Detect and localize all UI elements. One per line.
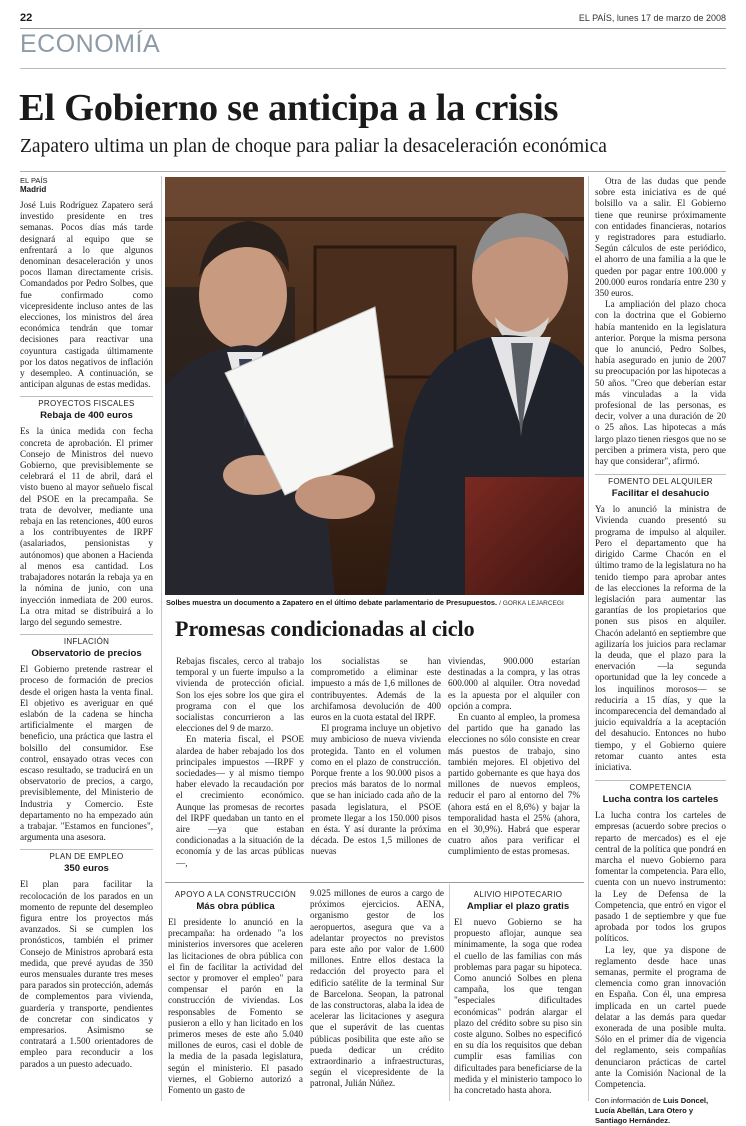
- plan-empleo-text: [20, 879, 153, 1069]
- apoyo-paragraph-2: 9.025 millones de euros a cargo de próximos ejercicios. AENA, organismo gestor de los aeropuertos, asegura que va a adelantar proyectos no previstos para este año por valor de 1.600 millones. Entre ellos destaca la redacción del proyecto para el edificio satélite de la terminal Sur de Barcelona. Seopan, la patronal de las constructoras, alaba la idea de acelerar las licitaciones y asegura que el superávit de las cuentas públicas posibilita que este año se pueda dedicar un crédito extraordinario a infraestructuras, según el vicepresidente de la patronal, Julián Núñez.: [310, 888, 444, 1089]
- promesas-c2-p2: El programa incluye un objetivo muy ambicioso de nueva vivienda protegida. Tanto en el volumen como en el plazo de construcción. Porque frente a los 90.000 pisos a precios más baratos de lo normal que se han iniciado cada año de la pasada legislatura, el PSOE promete llegar a los 150.000 pisos en ésta. Y así durante la próxima década. De estos 1,5 millones de nuevas: [311, 723, 441, 857]
- promesas-c1-p1: Rebajas fiscales, cerco al trabajo temporal y un fuerte impulso a la vivienda de protección oficial. Son los ejes sobre los que gira el programa con el que los socialistas concurrieron a las elecciones del 9 de marzo.: [176, 656, 304, 734]
- apoyo-block: [168, 888, 303, 1096]
- fomento-alquiler-text: [595, 504, 726, 773]
- photo-credit: / GORKA LEJARCEGI: [499, 600, 564, 607]
- publication-date: EL PAÍS, lunes 17 de marzo de 2008: [578, 13, 726, 23]
- kicker-proyectos-fiscales: PROYECTOS FISCALES: [20, 396, 153, 408]
- promesas-c3-p1: viviendas, 900.000 estarían destinadas a la compra, y las otras 600.000 al alquiler. Otra novedad es la apuesta por el alquiler con opción a compra.: [448, 656, 580, 711]
- lower-divider: [449, 884, 450, 1101]
- apoyo-col-2: [310, 888, 444, 1090]
- right-column: [595, 176, 726, 1126]
- competencia-p2: La ley, que ya dispone de reglamento desde hace unas semanas, permite el programa de clemencia como gran innovación en España. Con él, una empresa implicada en un cartel puede delatar a las demás para quedar exonerada de una posible multa. Sólo en el primer día de vigencia del reglamento, seis compañías denunciaron prácticas de cartel ante la Comisión Nacional de la Competencia.: [595, 944, 726, 1090]
- photo-caption: [166, 598, 586, 607]
- byline-source: EL PAÍS: [20, 176, 48, 185]
- section-rule: [20, 68, 726, 69]
- alivio-block: [454, 888, 582, 1096]
- plan-empleo-paragraph: El plan para facilitar la recolocación de los parados en un momento de repunte del desempleo figura entre los proyectos más avanzados. Si se cumplen los pronósticos, también el primer Consejo de Ministros aprobará esta medida, que prevé ayudas de 350 euros mensuales durante tres meses para parados sin protección, además de complementos para vivienda, guardería y transporte, pendientes de concretar con sindicatos y empresarios. Asimismo se contratará a 1.500 orientadores de empleo para reconducir a los parados a un puesto adecuado.: [20, 879, 153, 1069]
- promesas-col-1: [176, 656, 304, 869]
- kicker-competencia: COMPETENCIA: [595, 780, 726, 792]
- lower-section-rule: [165, 882, 584, 883]
- subhead-350-euros: 350 euros: [64, 863, 109, 875]
- competencia-p1: La lucha contra los carteles de empresas (acuerdo sobre precios o reparto de mercados) es el eje central de la política que pondrá en marcha el nuevo Gobierno para fomentar la competencia. Para ello, cuenta con un nuevo instrumento: la Ley de Defensa de la Competencia, que entró en vigor el pasado 1 de septiembre y que fue aprobada por todos los grupos políticos.: [595, 810, 726, 944]
- alivio-continuation-p1: Otra de las dudas que pende sobre esta iniciativa es de qué bolsillo va a salir. El Gobierno tiene que reunirse próximamente con entidades financieras, notarios y registradores para estudiarlo. Según cálculos de este periódico, el ahorro de una familia a la que le queden por pagar entre 100.000 y 200.000 euros rondaría entre 230 y 350 euros.: [595, 176, 726, 299]
- fomento-alquiler-paragraph: Ya lo anunció la ministra de Vivienda cuando presentó su programa de impulso al alquiler. Pero el departamento que ha dirigido Carme Chacón en el último tramo de la legislatura no ha tenido tiempo para aprobar antes de las elecciones la reforma de la legislación para aumentar las garantías de los propietarios que ponen sus pisos en alquiler. Chacón adelantó en septiembre que agilizaría los juicios para reclamar la deuda, que el plazo para la enervación —la segunda oportunidad que la ley concede a los inquilinos morosos— se reduciría a 15 días, y que la incomparecencia del demandado al juicio equivaldría a la aceptación del desahucio. Entonces no hubo tiempo, y el Gobierno quiere retomar cuanto antes esta iniciativa.: [595, 504, 726, 772]
- promesas-c2-p1: los socialistas se han comprometido a eliminar este impuesto a más de 1,6 millones de contribuyentes. Además de la archifamosa devolución de 400 euros en la cuota estatal del IRPF.: [311, 656, 441, 723]
- credits: [595, 1096, 726, 1126]
- kicker-plan-empleo: PLAN DE EMPLEO: [20, 849, 153, 861]
- promesas-headline: Promesas condicionadas al ciclo: [175, 616, 475, 641]
- apoyo-text: [168, 917, 303, 1096]
- kicker-apoyo-construccion: APOYO A LA CONSTRUCCIÓN: [174, 890, 297, 899]
- alivio-continuation: [595, 176, 726, 467]
- photo-credit-name: GORKA LEJARCEGI: [502, 600, 564, 607]
- column-divider-left: [161, 176, 162, 1101]
- subhead-carteles: Lucha contra los carteles: [602, 794, 719, 806]
- intro-text: [20, 200, 153, 390]
- news-photo: [165, 177, 584, 595]
- alivio-continuation-p2: La ampliación del plazo choca con la doctrina que el Gobierno había mantenido en la legislatura anterior. Porque la misma persona que lo anunció, Pedro Solbes, había asegurado en junio de 2007 su preocupación por las hipotecas a 50 años. "Creo que deberían estar más vinculadas a la vida profesional de las personas, es decir, volver a una duración de 20 o 25 años. Las hipotecas a más largo plazo tienen riesgos que no se perciben a primera vista, pero que hay que considerar", afirmó.: [595, 299, 726, 467]
- photo-caption-text: Solbes muestra un documento a Zapatero en el último debate parlamentario de Presupuestos.: [166, 598, 498, 607]
- header-rule: [20, 28, 726, 29]
- left-column: [20, 176, 153, 1070]
- headline: El Gobierno se anticipa a la crisis: [19, 87, 559, 129]
- credits-prefix: Con información de: [595, 1096, 661, 1106]
- competencia-text: [595, 810, 726, 1090]
- intro-paragraph: José Luis Rodríguez Zapatero será investido presidente en tres semanas. Pocos días más tarde designará al equipo que se enfrentará a lo que algunos denominan desaceleración y unos pocos llaman directamente crisis. Comandados por Pedro Solbes, que fue confirmado como vicepresidente incluso antes de las elecciones, los ministros del área económica tendrán que tomar decisiones para reactivar una coyuntura castigada últimamente por los datos negativos de inflación y desempleo. A continuación, se anticipan algunas de estas medidas.: [20, 200, 153, 390]
- credits-names: Luis Doncel, Lucía Abellán, Lara Otero y Santiago Hernández.: [595, 1096, 709, 1126]
- subhead-obra-publica: Más obra pública: [196, 901, 275, 912]
- apoyo-paragraph: El presidente lo anunció en la precampaña: ha ordenado "a los ministerios inversores que aceleren las licitaciones de obra pública con el fin de facilitar la actividad del sector y promover el empleo" para compensar el parón en la construcción de viviendas. Los responsables de Fomento se pusieron a ello y han licitado en los primeros meses de este año 5.040 millones de euros, casi el doble de la media de la pasada legislatura, según el ministerio. El pasado viernes, el Gobierno autorizó a Fomento un gasto de: [168, 917, 303, 1096]
- subhead-ampliar-plazo: Ampliar el plazo gratis: [466, 901, 570, 912]
- deck-rule: [20, 171, 726, 172]
- promesas-c3-p2: En cuanto al empleo, la promesa del partido que ha ganado las elecciones no sólo consiste en crear más puestos de trabajo, sino también mejores. El objetivo del partido gobernante es que haya dos millones de nuevos empleos, reducir el paro al entorno del 7% (ahora está en el 8,6%) y bajar la temporalidad hasta el 25% (ahora, en el 30,9%). Habrá que esperar cuatro años para verificar el cumplimiento de estas promesas.: [448, 712, 580, 857]
- byline-city: Madrid: [20, 185, 47, 194]
- kicker-fomento-alquiler: FOMENTO DEL ALQUILER: [595, 474, 726, 486]
- promesas-col-2: [311, 656, 441, 858]
- kicker-alivio-hipotecario: ALIVIO HIPOTECARIO: [473, 890, 563, 899]
- subhead-observatorio: Observatorio de precios: [31, 648, 142, 660]
- subhead-desahucio: Facilitar el desahucio: [611, 488, 710, 500]
- photo-illustration: [165, 177, 584, 595]
- inflacion-paragraph: El Gobierno pretende rastrear el proceso de formación de precios desde el origen hasta la venta final. El objetivo es averiguar en qué eslabón de la cadena se hincha artificialmente el margen de beneficio, una práctica que lastra el bolsillo del consumidor. Ese control, ensayado otras veces con escaso resultado, se traducirá en un observatorio de precios, a cargo, previsiblemente, del Ministerio de Industria y Comercio. Este departamento no ha empezado aún a trabajar. "Estamos en funciones", argumenta una asesora.: [20, 664, 153, 843]
- deck: Zapatero ultima un plan de choque para paliar la desaceleración económica: [20, 136, 607, 157]
- column-divider-right: [588, 176, 589, 1101]
- promesas-c1-p2: En materia fiscal, el PSOE alardea de haber rebajado los dos principales impuestos —IRPF y sociedades— y al mismo tiempo haber elevado la recaudación por el crecimiento económico. Aunque las promesas de recortes del IRPF quedaban un tanto en el aire —ya que estaban condicionadas a la situación de la economía y de las arcas públicas—,: [176, 734, 304, 868]
- proyectos-fiscales-paragraph: Es la única medida con fecha concreta de aprobación. El primer Consejo de Ministros del nuevo Gobierno, que previsiblemente se celebrará el 11 de abril, dará el visto bueno al mayor señuelo fiscal del PSOE en la precampaña. Se trata de devolver, mediante una rebaja en las retenciones, 400 euros a los contribuyentes de IRPF (asalariados, pensionistas y autónomos) que abonen a Hacienda al menos esa cantidad. Los trabajadores notarán la rebaja ya en la nómina de junio, con una inyección inmediata de 200 euros. La otra mitad se distribuirá a lo largo del segundo semestre.: [20, 426, 153, 627]
- promesas-col-3: [448, 656, 580, 858]
- kicker-inflacion: INFLACIÓN: [20, 634, 153, 646]
- page-number: 22: [20, 12, 33, 24]
- inflacion-text: [20, 664, 153, 843]
- alivio-text: [454, 917, 582, 1096]
- proyectos-fiscales-text: [20, 426, 153, 628]
- section-title: ECONOMÍA: [20, 30, 161, 58]
- alivio-paragraph: El nuevo Gobierno se ha propuesto aflojar, aunque sea mínimamente, la soga que rodea el cuello de las familias con más problemas para pagar su hipoteca. Como anunció Solbes en plena campaña, los que tengan "especiales dificultades económicas" podrán alargar el plazo del crédito sobre su piso sin coste alguno. Solbes no especificó en su día los requisitos que deban cumplir esas familias con dificultades para beneficiarse de la medida y el ministerio tampoco lo ha concretado hasta ahora.: [454, 917, 582, 1096]
- subhead-rebaja: Rebaja de 400 euros: [40, 410, 133, 422]
